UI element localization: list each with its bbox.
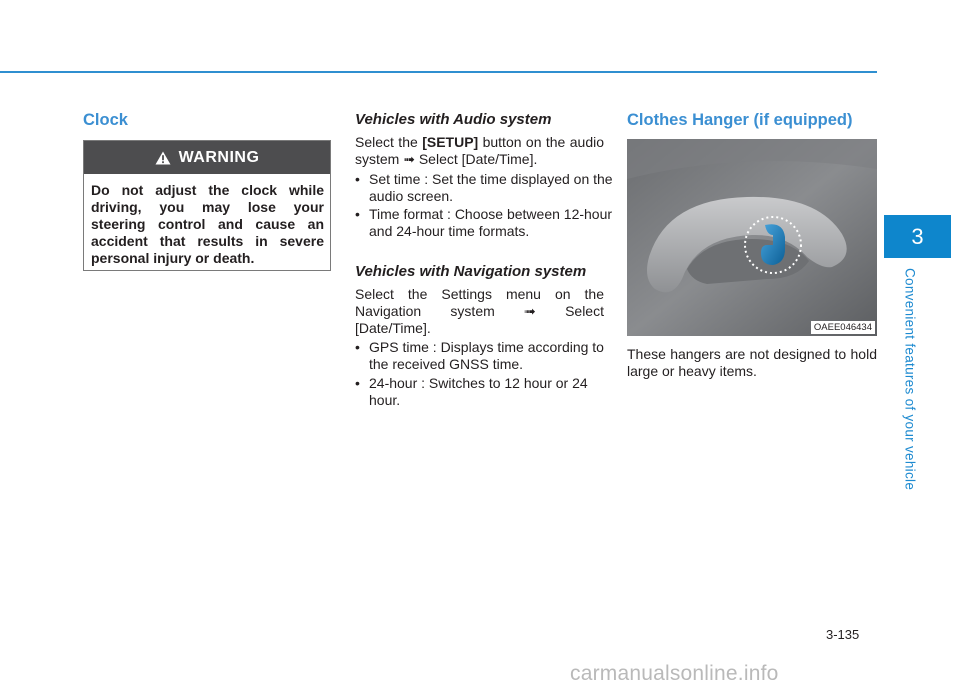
clock-heading: Clock xyxy=(83,111,128,129)
setup-label: [SETUP] xyxy=(422,134,479,150)
warning-text: Do not adjust the clock while driving, you may lose your steering control and cause an accident that results in severe personal injury or death. xyxy=(91,182,324,266)
navigation-heading: Vehicles with Navigation system xyxy=(355,263,587,280)
hanger-illustration xyxy=(627,139,877,336)
audio-intro-a: Select the xyxy=(355,134,423,150)
bullet-dot: • xyxy=(355,171,360,187)
audio-intro xyxy=(355,134,604,168)
image-code: OAEE046434 xyxy=(811,321,875,334)
warning-header xyxy=(84,141,330,174)
bullet-dot: • xyxy=(355,206,360,222)
audio-intro-b: button on the audio system ➟ Select [Date/Time]. xyxy=(355,134,605,167)
chapter-tab xyxy=(884,215,951,258)
list-item xyxy=(355,339,619,373)
nav-bullet-gps-time: GPS time : Displays time according to the received GNSS time. xyxy=(369,339,604,372)
chapter-title: Convenient features of your vehicle xyxy=(902,268,918,491)
chapter-title-vertical xyxy=(900,268,920,498)
hanger-text: These hangers are not designed to hold large or heavy items. xyxy=(627,346,877,379)
hanger-heading: Clothes Hanger (if equipped) xyxy=(627,111,853,129)
list-item xyxy=(355,171,619,205)
list-item xyxy=(355,375,619,409)
hanger-photo xyxy=(627,139,877,336)
warning-triangle-icon xyxy=(155,151,171,165)
nav-bullet-24-hour: 24-hour : Switches to 12 hour or 24 hour. xyxy=(369,375,588,408)
warning-label: WARNING xyxy=(178,148,260,166)
audio-bullet-set-time: Set time : Set the time displayed on the audio screen. xyxy=(369,171,613,204)
bullet-dot: • xyxy=(355,339,360,355)
warning-box xyxy=(83,140,331,271)
header-rule xyxy=(0,71,877,73)
navigation-intro: Select the Settings menu on the Navigation system ➟ Select [Date/Time]. xyxy=(355,286,604,336)
audio-heading: Vehicles with Audio system xyxy=(355,111,552,128)
page-number: 3-135 xyxy=(826,627,860,642)
bullet-dot: • xyxy=(355,375,360,391)
audio-bullet-time-format: Time format : Choose between 12-hour and 24-hour time formats. xyxy=(369,206,613,239)
watermark-text: carmanualsonline.info xyxy=(570,662,779,685)
list-item xyxy=(355,206,619,240)
chapter-number: 3 xyxy=(911,223,924,249)
